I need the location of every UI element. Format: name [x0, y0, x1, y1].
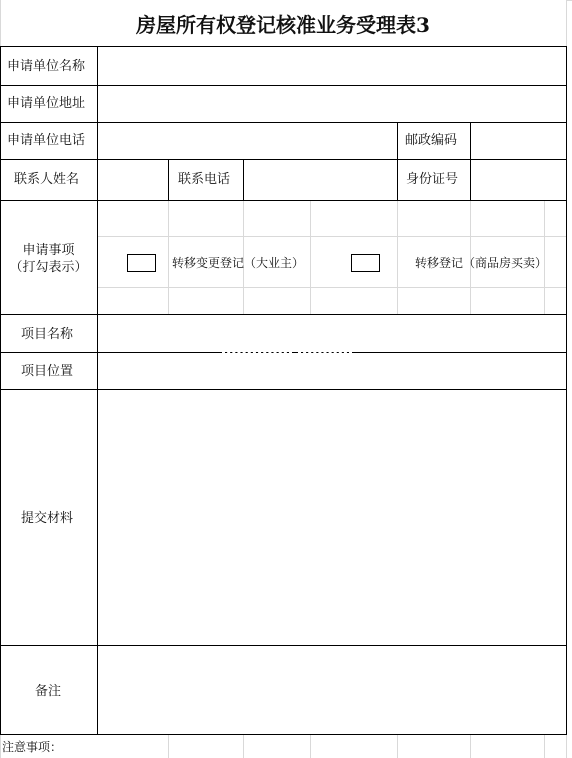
gridline [470, 735, 471, 758]
contact-name-field[interactable] [98, 160, 168, 200]
table-border [566, 46, 567, 735]
label-remarks: 备注 [35, 684, 62, 699]
gridline [544, 735, 545, 758]
checkbox-transfer-change[interactable] [127, 254, 156, 272]
applicant-phone-field[interactable] [98, 123, 397, 159]
label-applicant-name: 申请单位名称 [7, 59, 86, 74]
gridline [98, 236, 566, 237]
gridline [243, 735, 244, 758]
label-materials: 提交材料 [21, 511, 74, 526]
option-transfer-change-label: 转移变更登记（大业主） [172, 256, 305, 270]
label-id-number: 身份证号 [406, 172, 459, 187]
project-name-field[interactable] [98, 315, 566, 352]
applicant-address-field[interactable] [98, 86, 566, 122]
gridline [397, 735, 398, 758]
gridline [310, 200, 311, 314]
label-contact-name: 联系人姓名 [14, 172, 80, 187]
gridline [98, 287, 566, 288]
label-project-name: 项目名称 [21, 327, 74, 342]
option-transfer-sale-label: 转移登记（商品房买卖） [415, 256, 548, 270]
label-contact-phone: 联系电话 [178, 172, 231, 187]
label-project-location: 项目位置 [21, 364, 74, 379]
gridline [567, 0, 572, 1]
id-number-field[interactable] [471, 160, 566, 200]
form-title: 房屋所有权登记核准业务受理表3 [136, 13, 430, 37]
table-border [168, 159, 169, 200]
project-location-field[interactable] [98, 353, 566, 389]
label-applicant-address: 申请单位地址 [7, 96, 86, 111]
table-border [0, 200, 567, 201]
gridline [168, 735, 169, 758]
label-applicant-phone: 申请单位电话 [7, 133, 86, 148]
gridline [168, 200, 169, 314]
remarks-field[interactable] [98, 646, 566, 734]
checkbox-transfer-sale[interactable] [351, 254, 380, 272]
contact-phone-field[interactable] [244, 160, 397, 200]
table-border [0, 734, 567, 735]
label-application-items: 申请事项 （打勾表示） [9, 243, 88, 275]
applicant-name-field[interactable] [98, 47, 566, 85]
materials-field[interactable] [98, 390, 566, 645]
table-border [397, 122, 398, 200]
gridline [397, 200, 398, 314]
table-border [0, 46, 1, 735]
postal-code-field[interactable] [471, 123, 566, 159]
label-postal-code: 邮政编码 [405, 133, 458, 148]
gridline [310, 735, 311, 758]
notice-label: 注意事项： [2, 740, 63, 754]
